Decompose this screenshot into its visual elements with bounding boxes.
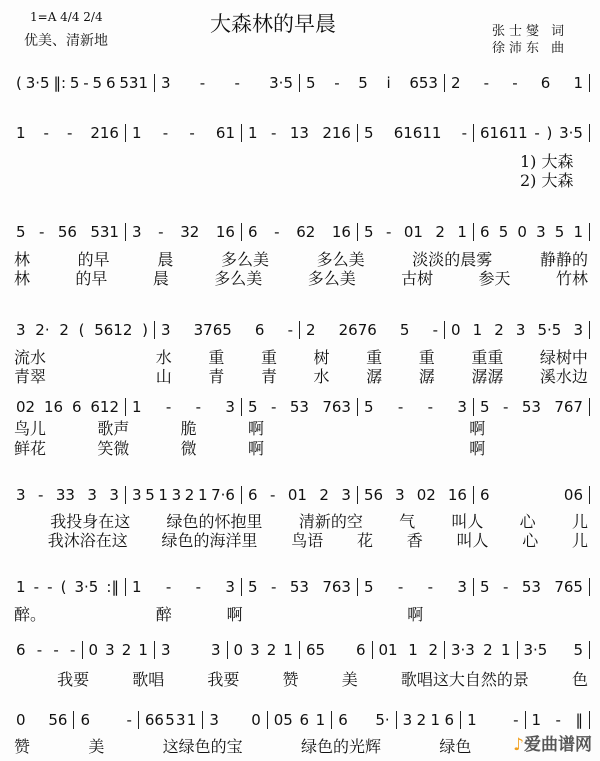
measure: 01 1 2 — [373, 641, 446, 659]
notation-row — [10, 318, 590, 342]
measure: 6 5· — [332, 711, 396, 729]
lyric-word: 儿 — [571, 512, 588, 531]
measure: 6 06 — [474, 486, 590, 504]
lyric-word: 色 — [571, 670, 588, 689]
verse-marker-2: 2) 大森 — [520, 171, 574, 190]
measure: 5 - 01 2 1 — [358, 223, 474, 241]
lyric-word: 林 — [14, 250, 31, 269]
song-title: 大森林的早晨 — [210, 12, 336, 36]
measure: 3·5 5 — [518, 641, 591, 659]
lyric-word: 叫人 — [456, 531, 489, 550]
lyric-word: 古树 — [401, 269, 434, 288]
lyric-word: 潺 — [418, 367, 435, 386]
lyric-word: 香 — [406, 531, 423, 550]
lyric-word: 叫人 — [451, 512, 484, 531]
measure: 1 - — [461, 711, 525, 729]
lyric-word: 绿色的光辉 — [300, 737, 381, 756]
measure: 56 3 02 16 — [358, 486, 474, 504]
measure: 1 - - 216 — [10, 124, 126, 142]
lyric-word: 水 — [313, 367, 330, 386]
lyric-word: 参天 — [478, 269, 511, 288]
measure: 3 - - 3·5 — [155, 74, 300, 92]
lyric-word: 歌声 — [97, 419, 130, 438]
lyric-line — [14, 436, 588, 459]
measure: 1 - - 3 — [126, 398, 242, 416]
lyric-word: 青 — [208, 367, 225, 386]
lyric-word: 啊 — [407, 605, 424, 624]
measure: 02 16 6 612 — [10, 398, 126, 416]
key-signature: 1=A 4/4 2/4 — [30, 10, 103, 24]
lyric-word: 多么美 — [316, 250, 365, 269]
lyric-word: 歌唱 — [132, 670, 165, 689]
lyric-word: 醉。 — [14, 605, 47, 624]
lyric-word: 潺 — [366, 367, 383, 386]
notation-row — [10, 483, 590, 507]
lyric-word: 晨 — [157, 250, 174, 269]
lyric-word: 我要 — [57, 670, 90, 689]
measure: ( 3·5 ‖: 5 - 5 6 531 — [10, 74, 155, 92]
lyric-word: 多么美 — [214, 269, 263, 288]
lyric-word: 笑微 — [97, 439, 130, 458]
lyric-word: 啊 — [247, 419, 264, 438]
lyric-line — [14, 528, 588, 551]
measure: 3 - 33 3 3 — [10, 486, 126, 504]
lyric-word: 清新的空 — [298, 512, 363, 531]
measure: 3 0 — [203, 711, 267, 729]
measure: 3·3 2 1 — [445, 641, 518, 659]
measure: 1 - 13 216 — [242, 124, 358, 142]
lyric-word: 重 — [208, 348, 225, 367]
measure: 5 - 53 765 — [474, 578, 590, 596]
lyric-word: 晨 — [152, 269, 169, 288]
notation-row — [10, 71, 590, 95]
lyric-word: 这绿色的宝 — [162, 737, 243, 756]
lyric-word: 心 — [519, 512, 536, 531]
lyric-word: 啊 — [247, 439, 264, 458]
measure: 5 - 56 531 — [10, 223, 126, 241]
measure: 0 56 — [10, 711, 74, 729]
lyric-word: 青翠 — [14, 367, 47, 386]
lyric-word: 啊 — [469, 419, 486, 438]
lyric-word: 我投身在这 — [50, 512, 131, 531]
measure: 3 2· 2 ( 5612 ) — [10, 321, 155, 339]
lyric-word: 重 — [366, 348, 383, 367]
lyric-word: 儿 — [571, 531, 588, 550]
lyric-word: 啊 — [226, 605, 243, 624]
notation-row — [10, 121, 590, 145]
lyric-word: 潺潺 — [471, 367, 504, 386]
measure: 1 - ‖ — [526, 711, 590, 729]
lyric-word: 绿色的怀抱里 — [166, 512, 263, 531]
lyric-word: 的早 — [75, 269, 108, 288]
measure: 5 - 53 763 — [242, 398, 358, 416]
measure: 05 6 1 — [268, 711, 332, 729]
lyric-line — [14, 602, 588, 625]
lyric-word: 淡淡的晨雾 — [412, 250, 493, 269]
measure: 3 - 32 16 — [126, 223, 242, 241]
lyric-line — [14, 667, 588, 690]
measure: 3 5 1 3 2 1 7·6 — [126, 486, 242, 504]
lyric-word: 醉 — [155, 605, 172, 624]
notation-row — [10, 575, 590, 599]
measure: 3 2 1 6 — [397, 711, 461, 729]
measure: 5 - - 3 — [358, 578, 474, 596]
lyric-word: 歌唱这大自然的景 — [400, 670, 529, 689]
measure: 61611 - ) 3·5 — [474, 124, 590, 142]
lyric-word: 竹林 — [555, 269, 588, 288]
measure: 0 3 2 1 — [228, 641, 301, 659]
lyric-word: 静静的 — [539, 250, 588, 269]
watermark-logo: ♪爱曲谱网 — [513, 735, 592, 755]
lyric-word: 重重 — [471, 348, 504, 367]
measure: 5 61611 - — [358, 124, 474, 142]
lyric-word: 啊 — [469, 439, 486, 458]
composer-credit: 徐沛东 曲 — [492, 41, 569, 56]
lyric-line — [14, 734, 588, 757]
measure: 1 - - 61 — [126, 124, 242, 142]
notation-row — [10, 708, 590, 732]
measure: 0 1 2 3 5·5 3 — [445, 321, 590, 339]
lyric-word: 我要 — [207, 670, 240, 689]
lyric-word: 鸟儿 — [14, 419, 47, 438]
lyric-word: 林 — [14, 269, 31, 288]
measure: 3 3 — [155, 641, 228, 659]
lyric-word: 赞 — [282, 670, 299, 689]
measure: 65 6 — [300, 641, 373, 659]
notation-row — [10, 220, 590, 244]
notation-row — [10, 638, 590, 662]
lyric-word: 青 — [260, 367, 277, 386]
measure: 6 5 0 3 5 1 — [474, 223, 590, 241]
lyric-word: 赞 — [14, 737, 31, 756]
lyric-word: 脆 — [180, 419, 197, 438]
measure: 5 - - 3 — [358, 398, 474, 416]
lyric-word: 绿树中 — [539, 348, 588, 367]
lyric-word: 美 — [88, 737, 105, 756]
lyric-word: 绿色的海洋里 — [161, 531, 258, 550]
measure: 6 - 01 2 3 — [242, 486, 358, 504]
measure: 5 - 53 763 — [242, 578, 358, 596]
lyric-word: 多么美 — [307, 269, 356, 288]
lyric-line — [14, 266, 588, 289]
measure: 2 2676 5 - — [300, 321, 445, 339]
lyric-word: 重 — [418, 348, 435, 367]
lyric-word: 美 — [341, 670, 358, 689]
lyric-word: 溪水边 — [539, 367, 588, 386]
lyric-word: 水 — [155, 348, 172, 367]
lyric-word: 花 — [356, 531, 373, 550]
measure: 2 - - 6 1 — [445, 74, 590, 92]
measure: 5 - 53 767 — [474, 398, 590, 416]
measure: 66 5 3 1 — [139, 711, 203, 729]
measure: 3 3765 6 - — [155, 321, 300, 339]
lyric-word: 心 — [522, 531, 539, 550]
lyric-word: 重 — [260, 348, 277, 367]
lyric-line — [14, 364, 588, 387]
measure: 0 3 2 1 — [83, 641, 156, 659]
lyric-word: 我沐浴在这 — [47, 531, 128, 550]
measure: 5 - 5 i 653 — [300, 74, 445, 92]
lyric-word: 微 — [180, 439, 197, 458]
measure: 1 - - ( 3·5 :‖ — [10, 578, 126, 596]
measure: 1 - - 3 — [126, 578, 242, 596]
lyric-word: 绿色 — [439, 737, 472, 756]
lyricist-credit: 张士燮 词 — [492, 24, 569, 39]
verse-marker-1: 1) 大森 — [520, 152, 574, 171]
lyric-word: 树 — [313, 348, 330, 367]
measure: 6 - 62 16 — [242, 223, 358, 241]
lyric-word: 多么美 — [220, 250, 269, 269]
lyric-word: 的早 — [77, 250, 110, 269]
lyric-word: 鲜花 — [14, 439, 47, 458]
lyric-word: 气 — [399, 512, 416, 531]
tempo-marking: 优美、清新地 — [24, 33, 108, 49]
lyric-word: 流水 — [14, 348, 47, 367]
lyric-word: 鸟语 — [291, 531, 324, 550]
measure: 6 - - - — [10, 641, 83, 659]
measure: 6 - — [74, 711, 138, 729]
lyric-word: 山 — [155, 367, 172, 386]
